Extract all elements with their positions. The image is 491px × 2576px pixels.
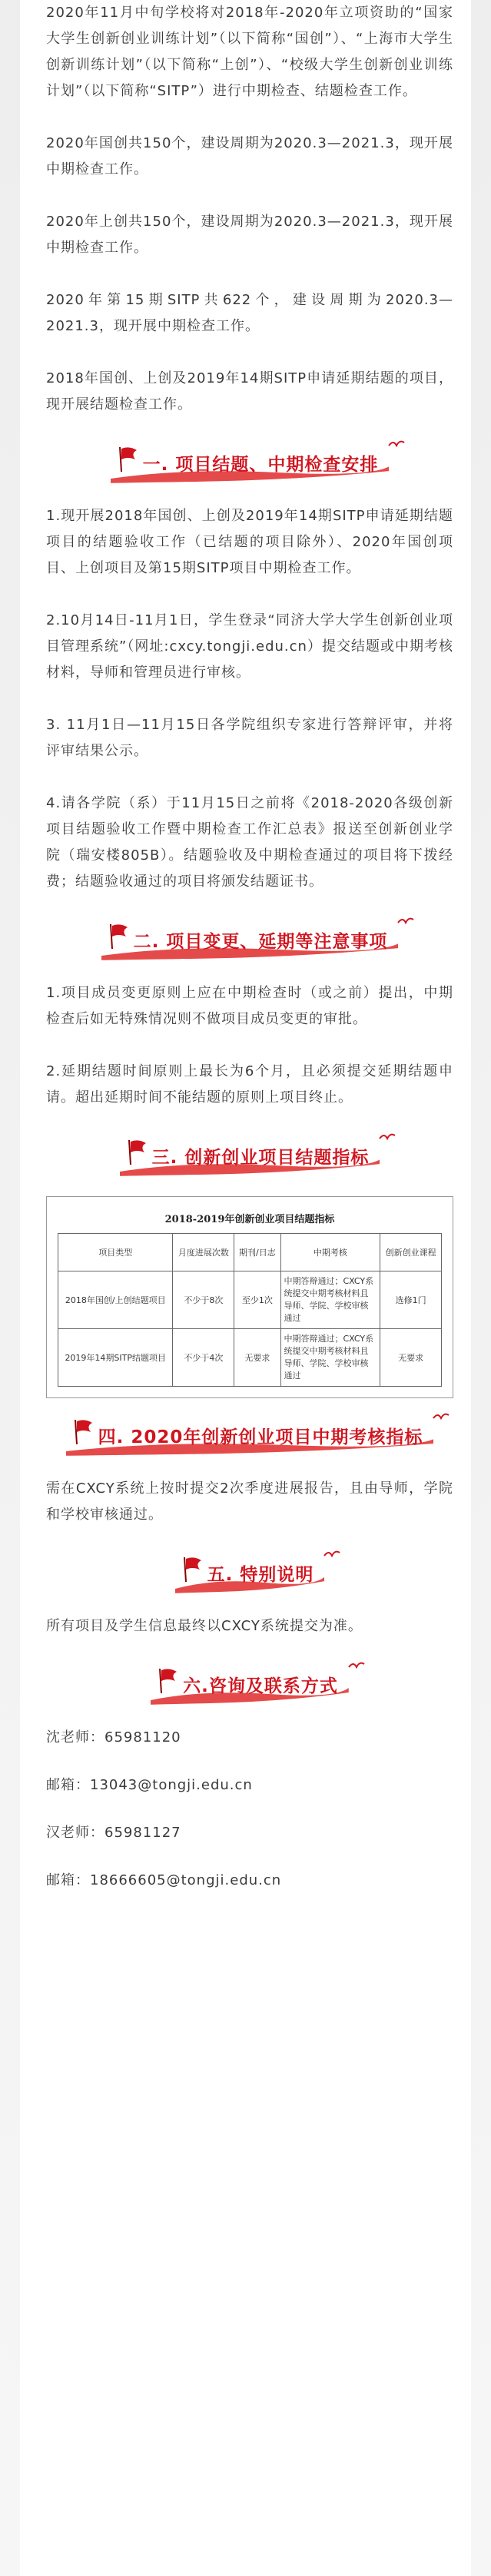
section-title: 一. 项目结题、中期检查安排 bbox=[142, 455, 379, 475]
contact-phone-shen: 沈老师：65981120 bbox=[46, 1729, 181, 1746]
section-heading-4 bbox=[46, 1417, 453, 1456]
section-1-paragraph-1: 1.现开展2018年国创、上创及2019年14期SITP申请延期结题项目的结题验收工作（已结题的项目除外）、2020年国创项目、上创项目及第15期SITP项目中期检查工作。 bbox=[46, 508, 453, 576]
bird-icon bbox=[387, 438, 406, 452]
red-flag-icon bbox=[157, 1667, 180, 1695]
red-flag-icon bbox=[117, 446, 140, 473]
section-heading-5 bbox=[46, 1554, 453, 1593]
table-header: 期刊/日志 bbox=[234, 1234, 280, 1271]
table-cell: 2018年国创/上创结题项目 bbox=[58, 1271, 173, 1329]
contact-email-han[interactable]: 邮箱：18666605@tongji.edu.cn bbox=[46, 1872, 282, 1888]
intro-paragraph-3: 2020年上创共150个，建设周期为2020.3—2021.3，现开展中期检查工作。 bbox=[46, 214, 453, 256]
section-heading-6 bbox=[46, 1666, 453, 1705]
bird-icon bbox=[432, 1411, 450, 1424]
bird-icon bbox=[323, 1548, 341, 1562]
table-row bbox=[58, 1329, 442, 1387]
table-cell: 至少1次 bbox=[234, 1271, 280, 1329]
article-body bbox=[46, 0, 453, 1915]
section-2-paragraph-1: 1.项目成员变更原则上应在中期检查时（或之前）提出，中期检查后如无特殊情况则不做项目成员变更的审批。 bbox=[46, 985, 453, 1027]
bird-icon bbox=[378, 1131, 396, 1145]
intro-paragraph-2: 2020年国创共150个，建设周期为2020.3—2021.3，现开展中期检查工作。 bbox=[46, 135, 453, 177]
section-1-paragraph-2: 2.10月14日-11月1日，学生登录“同济大学大学生创新创业项目管理系统”（网址:cxcy.tongji.edu.cn）提交结题或中期考核材料，导师和管理员进行审核。 bbox=[46, 612, 453, 681]
red-flag-icon bbox=[126, 1139, 149, 1166]
section-title: 二. 项目变更、延期等注意事项 bbox=[133, 932, 388, 952]
table-title: 2018-2019年创新创业项目结题指标 bbox=[164, 1214, 335, 1225]
table-header-row bbox=[58, 1234, 442, 1271]
intro-paragraph-5: 2018年国创、上创及2019年14期SITP申请延期结题的项目，现开展结题检查工作。 bbox=[46, 370, 453, 413]
red-flag-icon bbox=[72, 1418, 95, 1446]
intro-paragraph-4: 2020年第15期SITP共622个，建设周期为2020.3—2021.3，现开展中期检查工作。 bbox=[46, 292, 453, 334]
table-row bbox=[58, 1271, 442, 1329]
table-cell: 2019年14期SITP结题项目 bbox=[58, 1329, 173, 1387]
table-cell: 中期答辩通过；CXCY系统提交中期考核材料且导师、学院、学校审核通过 bbox=[280, 1271, 380, 1329]
table-cell: 中期答辩通过；CXCY系统提交中期考核材料且导师、学院、学校审核通过 bbox=[280, 1329, 380, 1387]
section-1-paragraph-3: 3. 11月1日—11月15日各学院组织专家进行答辩评审，并将评审结果公示。 bbox=[46, 717, 453, 759]
table-header: 项目类型 bbox=[58, 1234, 173, 1271]
completion-criteria-table bbox=[58, 1233, 442, 1387]
section-heading-2 bbox=[46, 921, 453, 960]
red-flag-icon bbox=[181, 1556, 204, 1583]
table-header: 月度进展次数 bbox=[173, 1234, 234, 1271]
bird-icon bbox=[347, 1659, 366, 1673]
intro-paragraph-1: 2020年11月中旬学校将对2018年-2020年立项资助的“国家大学生创新创业训练计划”（以下简称“国创”）、“上海市大学生创新训练计划”（以下简称“上创”）、“校级大学生创新创业训练计划”（以下简称“SITP”）进行中期检查、结题检查工作。 bbox=[46, 5, 453, 99]
section-heading-3 bbox=[46, 1137, 453, 1176]
bird-icon bbox=[396, 915, 415, 929]
section-title: 四. 2020年创新创业项目中期考核指标 bbox=[98, 1427, 423, 1447]
red-flag-icon bbox=[108, 923, 131, 950]
section-2-paragraph-2: 2.延期结题时间原则上最长为6个月，且必须提交延期结题申请。超出延期时间不能结题的原则上项目终止。 bbox=[46, 1063, 453, 1106]
contact-email-shen[interactable]: 邮箱：13043@tongji.edu.cn bbox=[46, 1777, 253, 1793]
section-title: 五. 特别说明 bbox=[207, 1565, 314, 1585]
left-margin bbox=[0, 0, 20, 2576]
section-title: 六.咨询及联系方式 bbox=[183, 1676, 338, 1696]
completion-criteria-table-image bbox=[46, 1196, 453, 1398]
section-4-paragraph-1: 需在CXCY系统上按时提交2次季度进展报告，且由导师，学院和学校审核通过。 bbox=[46, 1480, 453, 1523]
section-5-paragraph-1: 所有项目及学生信息最终以CXCY系统提交为准。 bbox=[46, 1618, 363, 1634]
table-cell: 不少于4次 bbox=[173, 1329, 234, 1387]
table-cell: 选修1门 bbox=[380, 1271, 442, 1329]
table-cell: 不少于8次 bbox=[173, 1271, 234, 1329]
right-margin bbox=[471, 0, 491, 2576]
table-cell: 无要求 bbox=[234, 1329, 280, 1387]
contact-phone-han: 汉老师：65981127 bbox=[46, 1825, 181, 1841]
section-heading-1 bbox=[46, 444, 453, 483]
section-1-paragraph-4: 4.请各学院（系）于11月15日之前将《2018-2020各级创新项目结题验收工作暨中期检查工作汇总表》报送至创新创业学院（瑞安楼805B）。结题验收及中期检查通过的项目将下拨经费；结题验收通过的项目将颁发结题证书。 bbox=[46, 795, 453, 890]
section-title: 三. 创新创业项目结题指标 bbox=[151, 1148, 370, 1168]
table-cell: 无要求 bbox=[380, 1329, 442, 1387]
table-header: 创新创业课程 bbox=[380, 1234, 442, 1271]
table-header: 中期考核 bbox=[280, 1234, 380, 1271]
